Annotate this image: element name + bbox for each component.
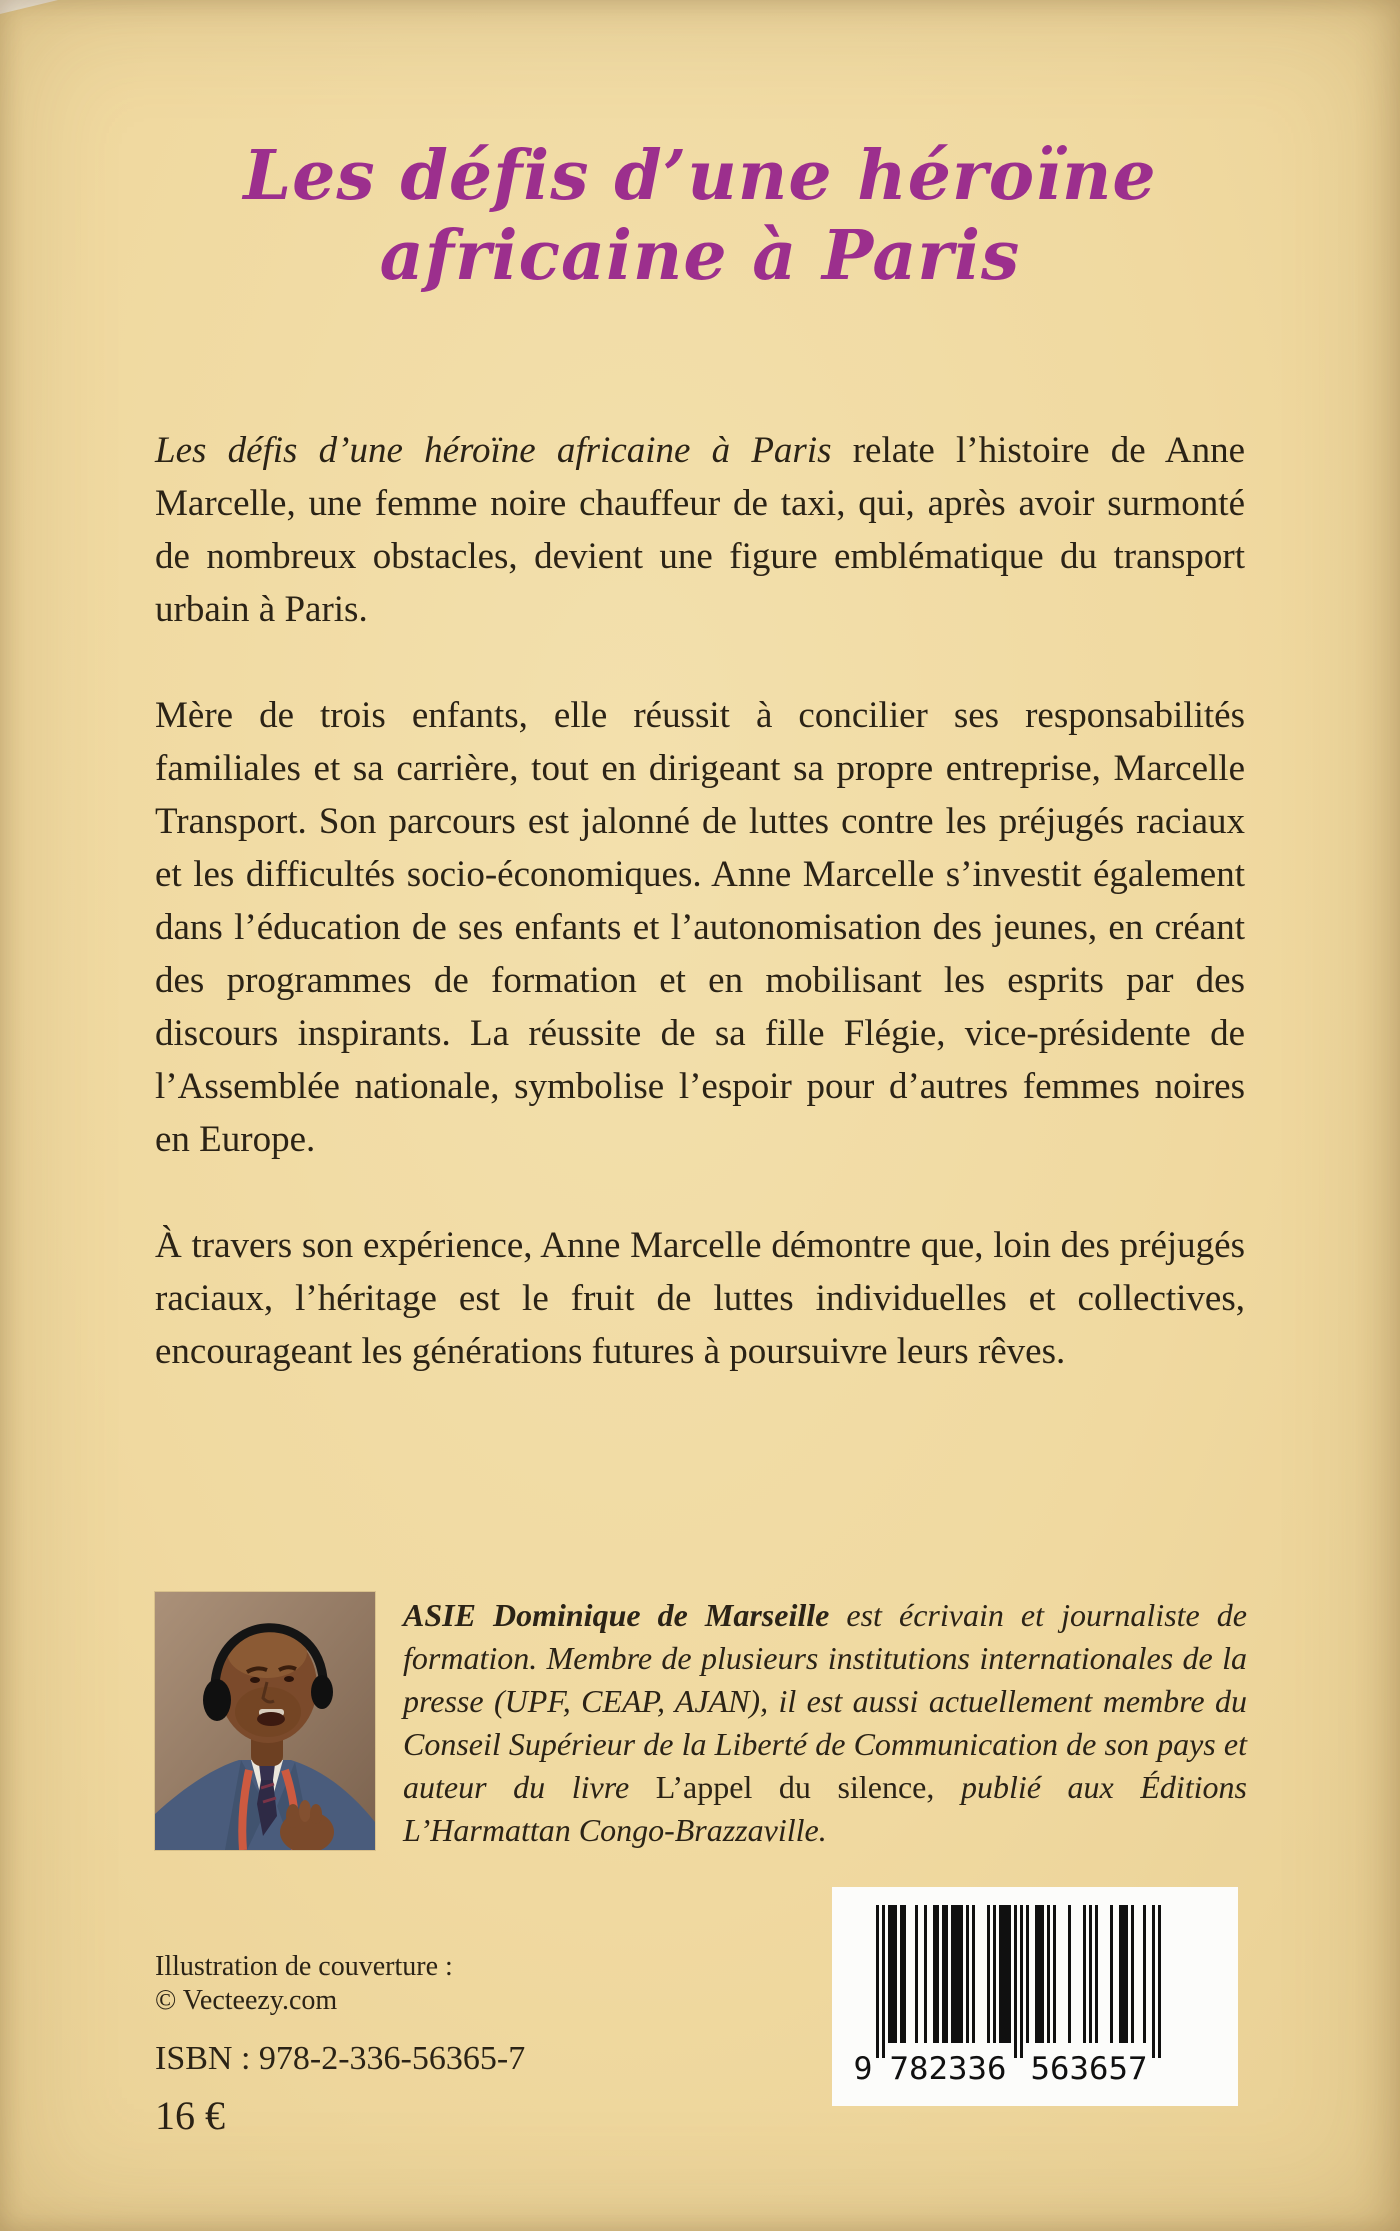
barcode bbox=[832, 1887, 1238, 2106]
illustration-credit bbox=[155, 1950, 453, 2018]
synopsis-paragraph-1-text: relate l’histoire de Anne Marcelle, une femme noire chauffeur de taxi, qui, après avoir surmonté de nombreux obstacles, devient une figure emblématique du transport urbain à Paris. bbox=[155, 430, 1245, 630]
author-section bbox=[155, 1592, 1247, 1852]
author-bio-text-2: publié aux Éditions L’Harmattan Congo-Brazzaville. bbox=[403, 1769, 1248, 1848]
illustration-credit-label: Illustration de couverture : bbox=[155, 1951, 453, 1982]
price: 16 € bbox=[155, 2093, 225, 2138]
synopsis bbox=[155, 424, 1245, 1431]
barcode-digits-left: 782336 bbox=[889, 2051, 1007, 2082]
synopsis-paragraph-2: Mère de trois enfants, elle réussit à concilier ses responsabilités familiales et sa carrière, tout en dirigeant sa propre entreprise, Marcelle Transport. Son parcours est jalonné de luttes contre les préjugés raciaux et les difficultés socio-économiques. Anne Marcelle s’investit également dans l’éducation de ses enfants et l’autonomisation des jeunes, en créant des programmes de formation et en mobilisant les esprits par des discours inspirants. La réussite de sa fille Flégie, vice-présidente de l’Assemblée nationale, symbolise l’espoir pour d’autres femmes noires en Europe. bbox=[155, 695, 1245, 1160]
author-photo-illustration bbox=[155, 1592, 375, 1850]
page-corner-artifact bbox=[0, 0, 58, 14]
synopsis-paragraph-1 bbox=[155, 424, 1245, 636]
barcode-digits-right: 563657 bbox=[1030, 2051, 1148, 2082]
author-name: ASIE Dominique de Marseille bbox=[403, 1597, 830, 1633]
synopsis-paragraph-3: À travers son expérience, Anne Marcelle démontre que, loin des préjugés raciaux, l’héritage est le fruit de luttes individuelles et collectives, encourageant les générations futures à poursuivre leurs rêves. bbox=[155, 1225, 1245, 1372]
inline-book-title: Les défis d’une héroïne africaine à Paris bbox=[155, 430, 832, 471]
barcode-bars bbox=[876, 1905, 1161, 2058]
book-title bbox=[0, 136, 1400, 296]
cited-book-title: L’appel du silence, bbox=[655, 1769, 935, 1805]
isbn: ISBN : 978-2-336-56365-7 bbox=[155, 2040, 526, 2077]
book-title-line-1: Les défis d’une héroïne bbox=[243, 136, 1157, 216]
book-title-line-2: africaine à Paris bbox=[379, 216, 1021, 296]
author-bio bbox=[403, 1594, 1247, 1852]
author-photo bbox=[155, 1592, 375, 1850]
barcode-svg bbox=[852, 1905, 1182, 2082]
barcode-digit-first: 9 bbox=[853, 2051, 873, 2082]
illustration-credit-source: © Vecteezy.com bbox=[155, 1985, 338, 2016]
author-bio-text-1: est écrivain et journaliste de formation. Membre de plusieurs institutions internationales de la presse (UPF, CEAP, AJAN), il est aussi actuellement membre du Conseil Supérieur de la Liberté de Communication de son pays et auteur du livre bbox=[403, 1597, 1248, 1805]
